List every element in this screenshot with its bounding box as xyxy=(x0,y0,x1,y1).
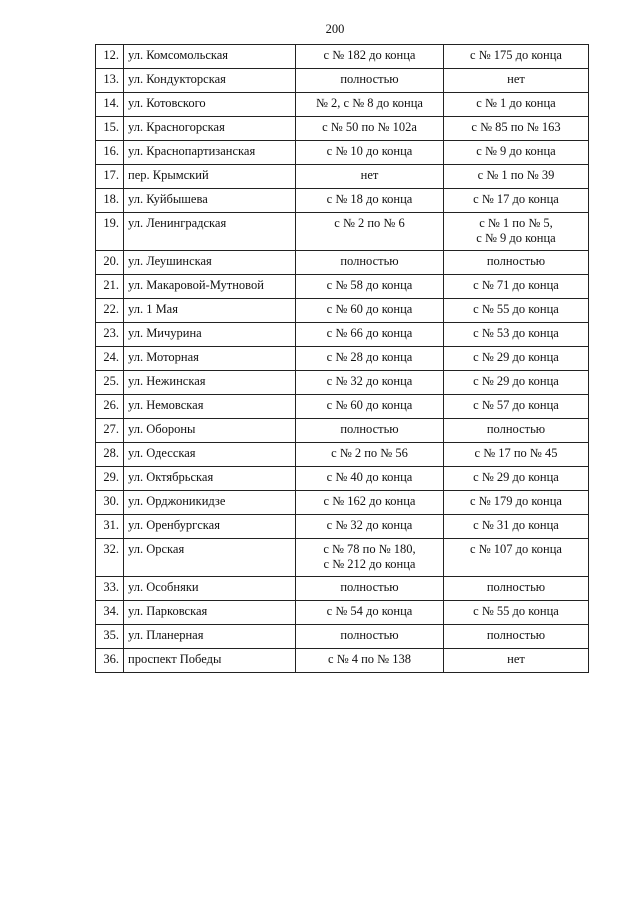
cell-line: полностью xyxy=(340,254,399,268)
street-name: ул. Куйбышева xyxy=(124,189,296,213)
cell-line: с № 29 до конца xyxy=(473,374,559,388)
even-numbers-cell xyxy=(296,117,444,141)
street-name: ул. Орская xyxy=(124,539,296,577)
table-row xyxy=(96,323,589,347)
table-row xyxy=(96,141,589,165)
even-numbers-cell xyxy=(296,467,444,491)
table-row xyxy=(96,347,589,371)
cell-line: полностью xyxy=(340,72,399,86)
even-numbers-cell xyxy=(296,275,444,299)
cell-line: с № 55 до конца xyxy=(473,302,559,316)
street-name: ул. Октябрьская xyxy=(124,467,296,491)
row-number: 23. xyxy=(96,323,124,347)
cell-line: с № 17 по № 45 xyxy=(474,446,558,460)
odd-numbers-cell xyxy=(444,577,589,601)
row-number: 34. xyxy=(96,601,124,625)
table-row xyxy=(96,213,589,251)
street-name: ул. Комсомольская xyxy=(124,45,296,69)
street-name: ул. Орджоникидзе xyxy=(124,491,296,515)
even-numbers-cell xyxy=(296,189,444,213)
row-number: 31. xyxy=(96,515,124,539)
row-number: 14. xyxy=(96,93,124,117)
streets-table xyxy=(95,44,589,673)
even-numbers-cell xyxy=(296,649,444,673)
cell-line: с № 60 до конца xyxy=(326,302,413,316)
odd-numbers-cell xyxy=(444,323,589,347)
even-numbers-cell xyxy=(296,251,444,275)
cell-line: с № 85 по № 163 xyxy=(471,120,561,134)
cell-line: с № 54 до конца xyxy=(326,604,413,618)
row-number: 32. xyxy=(96,539,124,577)
cell-line: с № 31 до конца xyxy=(473,518,559,532)
table-row xyxy=(96,69,589,93)
even-numbers-cell xyxy=(296,419,444,443)
odd-numbers-cell xyxy=(444,275,589,299)
row-number: 35. xyxy=(96,625,124,649)
table-row xyxy=(96,419,589,443)
cell-line: полностью xyxy=(340,422,399,436)
cell-line: с № 18 до конца xyxy=(326,192,413,206)
row-number: 25. xyxy=(96,371,124,395)
cell-line: с № 60 до конца xyxy=(326,398,413,412)
street-name: ул. Кондукторская xyxy=(124,69,296,93)
row-number: 22. xyxy=(96,299,124,323)
table-row xyxy=(96,45,589,69)
odd-numbers-cell xyxy=(444,419,589,443)
cell-line: с № 66 до конца xyxy=(326,326,413,340)
row-number: 33. xyxy=(96,577,124,601)
table-row xyxy=(96,443,589,467)
cell-line: нет xyxy=(507,652,525,666)
row-number: 29. xyxy=(96,467,124,491)
table-row xyxy=(96,165,589,189)
even-numbers-cell xyxy=(296,45,444,69)
table-row xyxy=(96,577,589,601)
even-numbers-cell xyxy=(296,395,444,419)
table-row xyxy=(96,539,589,577)
odd-numbers-cell xyxy=(444,189,589,213)
cell-line: с № 55 до конца xyxy=(473,604,559,618)
odd-numbers-cell xyxy=(444,45,589,69)
cell-line: с № 1 по № 39 xyxy=(477,168,555,182)
odd-numbers-cell xyxy=(444,467,589,491)
odd-numbers-cell xyxy=(444,491,589,515)
street-name: ул. Ленинградская xyxy=(124,213,296,251)
cell-line: с № 1 до конца xyxy=(476,96,556,110)
row-number: 16. xyxy=(96,141,124,165)
cell-line: полностью xyxy=(486,580,546,594)
row-number: 17. xyxy=(96,165,124,189)
odd-numbers-cell xyxy=(444,213,589,251)
street-name: ул. Оренбургская xyxy=(124,515,296,539)
row-number: 13. xyxy=(96,69,124,93)
cell-line: с № 28 до конца xyxy=(326,350,413,364)
table-row xyxy=(96,649,589,673)
even-numbers-cell xyxy=(296,165,444,189)
cell-line: с № 29 до конца xyxy=(473,470,559,484)
table-row xyxy=(96,275,589,299)
cell-line: с № 58 до конца xyxy=(326,278,413,292)
cell-line: полностью xyxy=(340,580,399,594)
even-numbers-cell xyxy=(296,491,444,515)
odd-numbers-cell xyxy=(444,649,589,673)
cell-line: нет xyxy=(507,72,525,86)
street-name: пер. Крымский xyxy=(124,165,296,189)
even-numbers-cell xyxy=(296,141,444,165)
street-name: ул. Котовского xyxy=(124,93,296,117)
cell-line: полностью xyxy=(486,254,546,268)
street-name: ул. Немовская xyxy=(124,395,296,419)
street-name: ул. Краснопартизанская xyxy=(124,141,296,165)
even-numbers-cell xyxy=(296,577,444,601)
street-name: ул. Нежинская xyxy=(124,371,296,395)
table-row xyxy=(96,371,589,395)
row-number: 30. xyxy=(96,491,124,515)
cell-line: с № 2 по № 56 xyxy=(331,446,408,460)
even-numbers-cell xyxy=(296,299,444,323)
even-numbers-cell xyxy=(296,213,444,251)
row-number: 26. xyxy=(96,395,124,419)
page-number: 200 xyxy=(325,22,345,36)
even-numbers-cell xyxy=(296,625,444,649)
table-row xyxy=(96,93,589,117)
odd-numbers-cell xyxy=(444,117,589,141)
table-row xyxy=(96,491,589,515)
street-name: ул. Обороны xyxy=(124,419,296,443)
odd-numbers-cell xyxy=(444,625,589,649)
even-numbers-cell xyxy=(296,69,444,93)
street-name: ул. Макаровой-Мутновой xyxy=(124,275,296,299)
even-numbers-cell xyxy=(296,93,444,117)
table-row xyxy=(96,299,589,323)
even-numbers-cell xyxy=(296,601,444,625)
cell-line: с № 9 до конца xyxy=(476,144,556,158)
cell-line: с № 10 до конца xyxy=(326,144,413,158)
cell-line: с № 4 по № 138 xyxy=(328,652,411,666)
cell-line: с № 1 по № 5, xyxy=(479,216,553,230)
cell-line: с № 29 до конца xyxy=(473,350,559,364)
street-name: ул. Красногорская xyxy=(124,117,296,141)
even-numbers-cell xyxy=(296,347,444,371)
even-numbers-cell xyxy=(296,515,444,539)
row-number: 20. xyxy=(96,251,124,275)
cell-line: с № 40 до конца xyxy=(326,470,413,484)
cell-line: с № 50 по № 102а xyxy=(322,120,417,134)
cell-line: полностью xyxy=(340,628,399,642)
odd-numbers-cell xyxy=(444,601,589,625)
odd-numbers-cell xyxy=(444,251,589,275)
table-row xyxy=(96,467,589,491)
table-row xyxy=(96,515,589,539)
cell-line: полностью xyxy=(486,422,546,436)
cell-line: с № 57 до конца xyxy=(473,398,559,412)
table-row xyxy=(96,117,589,141)
row-number: 28. xyxy=(96,443,124,467)
odd-numbers-cell xyxy=(444,539,589,577)
even-numbers-cell xyxy=(296,371,444,395)
table-row xyxy=(96,625,589,649)
row-number: 21. xyxy=(96,275,124,299)
street-name: ул. Мичурина xyxy=(124,323,296,347)
street-name: ул. Особняки xyxy=(124,577,296,601)
street-name: ул. Парковская xyxy=(124,601,296,625)
cell-line: № 2, с № 8 до конца xyxy=(315,96,423,110)
odd-numbers-cell xyxy=(444,515,589,539)
cell-line: с № 182 до конца xyxy=(323,48,416,62)
cell-line: с № 179 до конца xyxy=(470,494,562,508)
odd-numbers-cell xyxy=(444,395,589,419)
cell-line: с № 32 до конца xyxy=(326,518,413,532)
table-row xyxy=(96,395,589,419)
row-number: 24. xyxy=(96,347,124,371)
odd-numbers-cell xyxy=(444,141,589,165)
cell-line: с № 107 до конца xyxy=(470,542,562,556)
cell-line: с № 53 до конца xyxy=(473,326,559,340)
table-row xyxy=(96,251,589,275)
cell-line: нет xyxy=(360,168,379,182)
street-name: ул. 1 Мая xyxy=(124,299,296,323)
streets-table-body xyxy=(96,45,589,673)
row-number: 27. xyxy=(96,419,124,443)
odd-numbers-cell xyxy=(444,93,589,117)
row-number: 15. xyxy=(96,117,124,141)
row-number: 12. xyxy=(96,45,124,69)
cell-line: с № 2 по № 6 xyxy=(334,216,405,230)
row-number: 18. xyxy=(96,189,124,213)
street-name: ул. Планерная xyxy=(124,625,296,649)
odd-numbers-cell xyxy=(444,299,589,323)
odd-numbers-cell xyxy=(444,347,589,371)
row-number: 19. xyxy=(96,213,124,251)
cell-line: с № 32 до конца xyxy=(326,374,413,388)
street-name: ул. Моторная xyxy=(124,347,296,371)
odd-numbers-cell xyxy=(444,69,589,93)
odd-numbers-cell xyxy=(444,443,589,467)
street-name: проспект Победы xyxy=(124,649,296,673)
cell-line: с № 175 до конца xyxy=(470,48,562,62)
cell-line: с № 212 до конца xyxy=(323,557,416,571)
even-numbers-cell xyxy=(296,323,444,347)
cell-line: с № 78 по № 180, xyxy=(323,542,416,556)
cell-line: с № 162 до конца xyxy=(323,494,416,508)
cell-line: с № 17 до конца xyxy=(473,192,559,206)
cell-line: с № 71 до конца xyxy=(473,278,559,292)
row-number: 36. xyxy=(96,649,124,673)
odd-numbers-cell xyxy=(444,165,589,189)
street-name: ул. Одесская xyxy=(124,443,296,467)
even-numbers-cell xyxy=(296,539,444,577)
cell-line: полностью xyxy=(486,628,546,642)
even-numbers-cell xyxy=(296,443,444,467)
street-name: ул. Леушинская xyxy=(124,251,296,275)
cell-line: с № 9 до конца xyxy=(476,231,556,245)
odd-numbers-cell xyxy=(444,371,589,395)
table-row xyxy=(96,189,589,213)
table-row xyxy=(96,601,589,625)
